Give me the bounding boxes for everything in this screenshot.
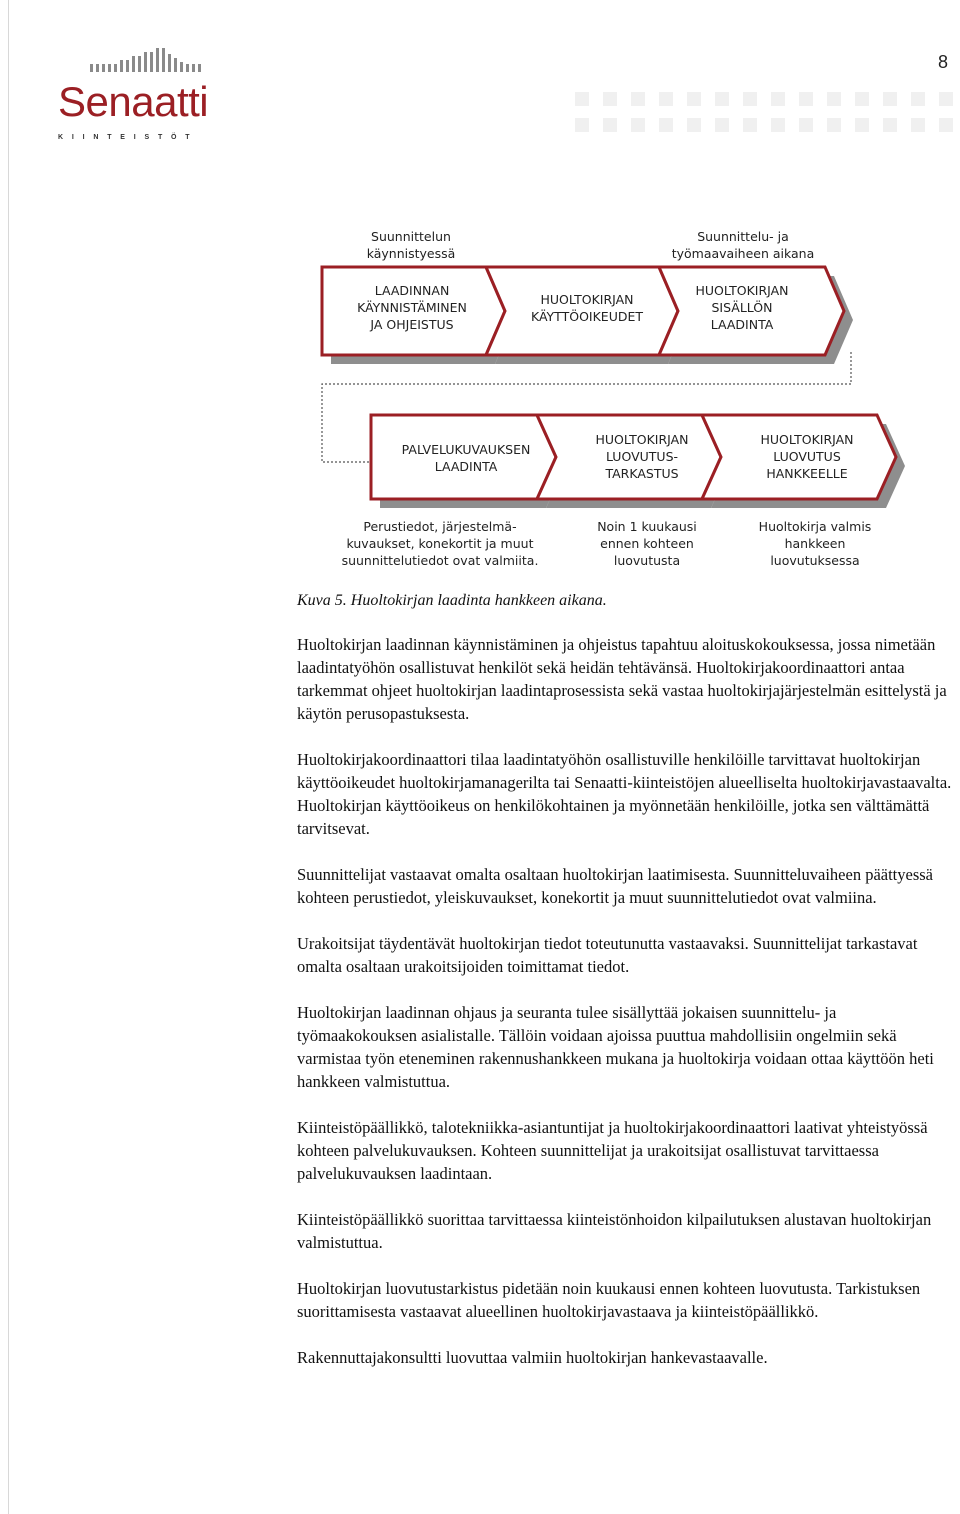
paragraph: Huoltokirjan laadinnan käynnistäminen ja ohjeistus tapahtuu aloituskokouksessa, jossa nimetään laadintatyöhön osallistuvat henkilöt sekä heidän tehtävänsä. Huoltokirjakoordinaattori antaa tarkemmat ohjeet huoltokirjan laadintaprosessista sekä vastaa huoltokirjajärjestelmän esittelystä ja käytön perusopastuksesta. bbox=[297, 635, 947, 723]
row2-step-2-label: HUOLTOKIRJAN LUOVUTUS- TARKASTUS bbox=[595, 432, 689, 481]
body-text bbox=[297, 633, 957, 1392]
paragraph: Kiinteistöpäällikkö suorittaa tarvittaessa kiinteistönhoidon kilpailutuksen alustavan huoltokirjan valmistuttua. bbox=[297, 1210, 932, 1252]
milestone-month-before: Noin 1 kuukausi ennen kohteen luovutusta bbox=[597, 519, 697, 568]
paragraph: Huoltokirjakoordinaattori tilaa laadintatyöhön osallistuville henkilöille tarvittavat huoltokirjan käyttöoikeudet huoltokirjamanagerilta tai Senaatti-kiinteistöjen alueelliselta huoltokirjavastaavalta. Huoltokirjan käyttöoikeus on henkilökohtainen ja myönnetään henkilöille, jotka sen välttämättä tarvitsevat. bbox=[297, 750, 952, 838]
page-number: 8 bbox=[938, 52, 949, 72]
milestone-handover: Huoltokirja valmis hankkeen luovutuksessa bbox=[758, 519, 872, 568]
paragraph: Urakoitsijat täydentävät huoltokirjan tiedot toteutunutta vastaavaksi. Suunnittelijat tarkastavat omalta osaltaan urakoitsijoiden toimittamat tiedot. bbox=[297, 934, 918, 976]
row1-step-3-label: HUOLTOKIRJAN SISÄLLÖN LAADINTA bbox=[695, 283, 789, 332]
label-planning-start: Suunnittelun käynnistyessä bbox=[366, 229, 456, 261]
row1-step-2-label: HUOLTOKIRJAN KÄYTTÖOIKEUDET bbox=[530, 292, 643, 324]
paragraph: Kiinteistöpäällikkö, talotekniikka-asiantuntijat ja huoltokirjakoordinaattori laativat yhteistyössä kohteen palvelukuvauksen. Kohteen suunnittelijat ja urakoitsijat osallistuvat tarvittaessa palvelukuvauksen laadintaan. bbox=[297, 1118, 928, 1183]
figure-caption: Kuva 5. Huoltokirjan laadinta hankkeen aikana. bbox=[297, 592, 607, 609]
logo-subtitle: KIINTEISTÖT bbox=[58, 134, 199, 141]
paragraph: Suunnittelijat vastaavat omalta osaltaan huoltokirjan laatimisesta. Suunnitteluvaiheen päättyessä kohteen perustiedot, yleiskuvaukset, konekortit ja muut suunnittelutiedot ovat valmiina. bbox=[297, 865, 933, 907]
logo-wordmark: Senaatti bbox=[58, 78, 209, 125]
paragraph: Huoltokirjan laadinnan ohjaus ja seuranta tulee sisällyttää jokaisen suunnittelu- ja työmaakokouksen asialistalle. Tällöin voidaan ajoissa puuttua mahdollisiin ongelmiin sekä varmistaa työn eteneminen rakennushankkeen mukana ja huoltokirja voidaan ottaa käyttöön heti hankkeen valmistuttua. bbox=[297, 1003, 934, 1091]
row2-step-3-label: HUOLTOKIRJAN LUOVUTUS HANKKEELLE bbox=[760, 432, 854, 481]
row2-step-1-label: PALVELUKUVAUKSEN LAADINTA bbox=[401, 442, 531, 474]
row1-step-1-label: LAADINNAN KÄYNNISTÄMINEN JA OHJEISTUS bbox=[357, 283, 467, 332]
milestone-planning-ready: Perustiedot, järjestelmä- kuvaukset, konekortit ja muut suunnittelutiedot ovat valmiita. bbox=[341, 519, 539, 568]
paragraph: Rakennuttajakonsultti luovuttaa valmiin huoltokirjan hankevastaavalle. bbox=[297, 1348, 768, 1367]
paragraph: Huoltokirjan luovutustarkistus pidetään noin kuukausi ennen kohteen luovutusta. Tarkistuksen suorittamisesta vastaavat alueellinen huoltokirjavastaava ja kiinteistöpäällikkö. bbox=[297, 1279, 921, 1321]
label-planning-phase: Suunnittelu- ja työmaavaiheen aikana bbox=[671, 229, 815, 261]
